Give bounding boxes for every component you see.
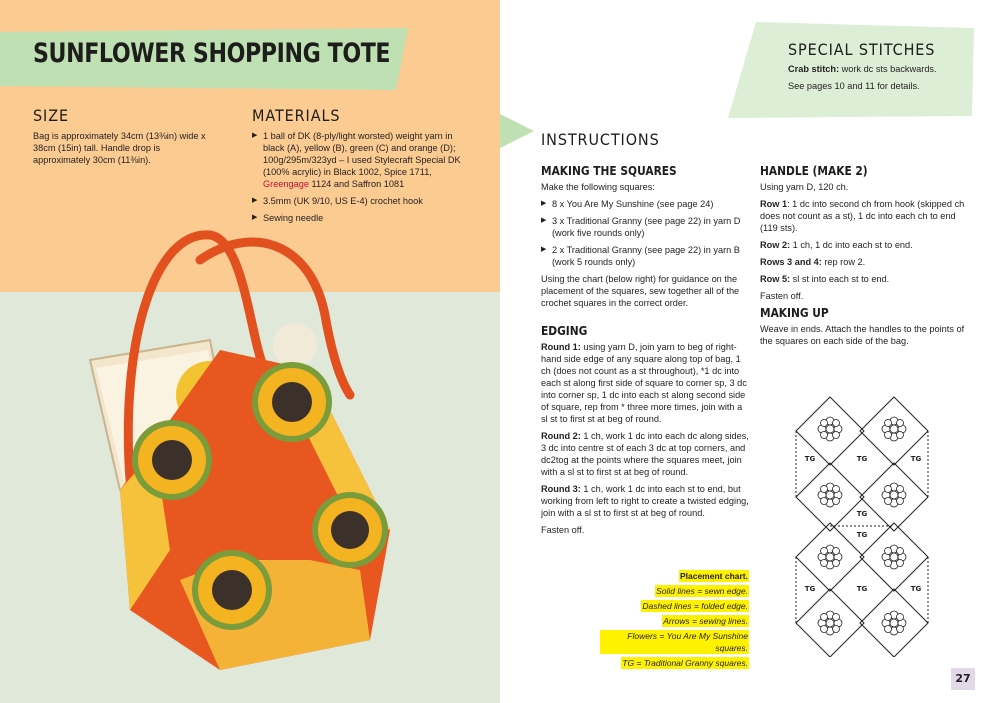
tg-label: TG — [856, 510, 868, 518]
edging-section: Round 1: using yarn D, join yarn to beg of right-hand side edge of any square along top of bag, 1 ch (does not count as a st throughout), *1 dc into each st along first side of square to corner sp, 3 dc into corner sp, 1 dc into each st along second side of square, rep from * three more times, join with a sl st to first st at beg of round. Round 2: 1 ch, work 1 dc into each dc along sides, 3 dc into centre st of each 3 dc at top corners, and dc2tog at the points where the squares meet, join with a sl st to first st at beg of round. Round 3: 1 ch, work 1 dc into each st to end, but working from left to right to create a twisted edging, join with a sl st to first st at beg of round. Fasten off. — [541, 342, 749, 535]
squares-section: Make the following squares: ▶ 8 x You Are My Sunshine (see page 24) ▶ 3 x Traditional Granny (see page 22) in yarn D (work five rounds only) ▶ 2 x Traditional Granny (see page 22) in yarn B (work 5 rounds only) Using the chart (below right) for guidance on the placement of the squares, sew together all of the crochet squares in the correct order. — [541, 181, 749, 314]
tg-label: TG — [804, 585, 816, 593]
squares-item: ▶ 2 x Traditional Granny (see page 22) in yarn B (work 5 rounds only) — [541, 245, 740, 267]
squares-item: ▶ 8 x You Are My Sunshine (see page 24) — [541, 199, 714, 209]
special-text: Crab stitch: work dc sts backwards. See pages 10 and 11 for details. — [788, 64, 937, 91]
sunflower-icon — [132, 420, 212, 500]
squares-item: ▶ 3 x Traditional Granny (see page 22) in yarn D (work five rounds only) — [541, 216, 741, 238]
sunflower-icon — [192, 550, 272, 630]
tg-label: TG — [910, 585, 922, 593]
tg-label: TG — [856, 455, 868, 463]
tote-bag-photo — [60, 220, 500, 703]
materials-heading: MATERIALS — [252, 106, 341, 125]
making-up-heading: MAKING UP — [760, 305, 829, 320]
bullet-arrow-icon: ▶ — [252, 132, 258, 139]
bullet-arrow-icon: ▶ — [541, 200, 547, 207]
tg-label: TG — [856, 531, 868, 539]
chart-notes: Placement chart. Solid lines = sewn edge. Dashed lines = folded edge. Arrows = sewing lines. Flowers = You Are My Sunshine squares. TG = Traditional Granny squares. — [600, 570, 749, 669]
arrow-tab — [500, 114, 536, 148]
squares-heading: MAKING THE SQUARES — [541, 163, 677, 178]
bullet-arrow-icon: ▶ — [541, 217, 547, 224]
edging-heading: EDGING — [541, 323, 588, 338]
special-heading: SPECIAL STITCHES — [788, 40, 936, 59]
bullet-arrow-icon: ▶ — [252, 214, 258, 221]
materials-item: ▶ 3.5mm (UK 9/10, US E-4) crochet hook — [252, 196, 423, 206]
materials-item: ▶ Sewing needle — [252, 213, 324, 223]
handle-section: Using yarn D, 120 ch. Row 1: 1 dc into second ch from hook (skipped ch does not count as a st), 1 dc into each ch to end (119 sts). Row 2: 1 ch, 1 dc into each st to end. Rows 3 and 4: rep row 2. Row 5: sl st into each st to end. Fasten off. — [760, 182, 965, 301]
making-up-text: Weave in ends. Attach the handles to the points of the squares on each side of the bag. — [760, 324, 965, 346]
tg-label: TG — [804, 455, 816, 463]
size-text: Bag is approximately 34cm (13⅜in) wide x 38cm (15in) tall. Handle drop is approximately 30cm (11⅜in). — [33, 131, 206, 165]
page-number: 27 — [951, 668, 975, 690]
tg-label: TG — [910, 455, 922, 463]
bullet-arrow-icon: ▶ — [541, 246, 547, 253]
placement-chart — [792, 395, 932, 657]
instructions-heading: INSTRUCTIONS — [541, 130, 660, 149]
tg-label: TG — [856, 585, 868, 593]
bullet-arrow-icon: ▶ — [252, 197, 258, 204]
page-title: SUNFLOWER SHOPPING TOTE — [33, 38, 391, 69]
materials-item: ▶ 1 ball of DK (8-ply/light worsted) weight yarn in black (A), yellow (B), green (C) and orange (D); 100g/295m/323yd – I used Stylecraft Special DK (100% acrylic) in Black 1002, Spice 1711, Greengage 1124 and Saffron 1081 — [252, 131, 461, 189]
size-heading: SIZE — [33, 106, 69, 125]
materials-list — [252, 130, 467, 229]
sunflower-icon — [252, 362, 332, 442]
handle-heading: HANDLE (MAKE 2) — [760, 163, 868, 178]
sunflower-icon — [312, 492, 388, 568]
